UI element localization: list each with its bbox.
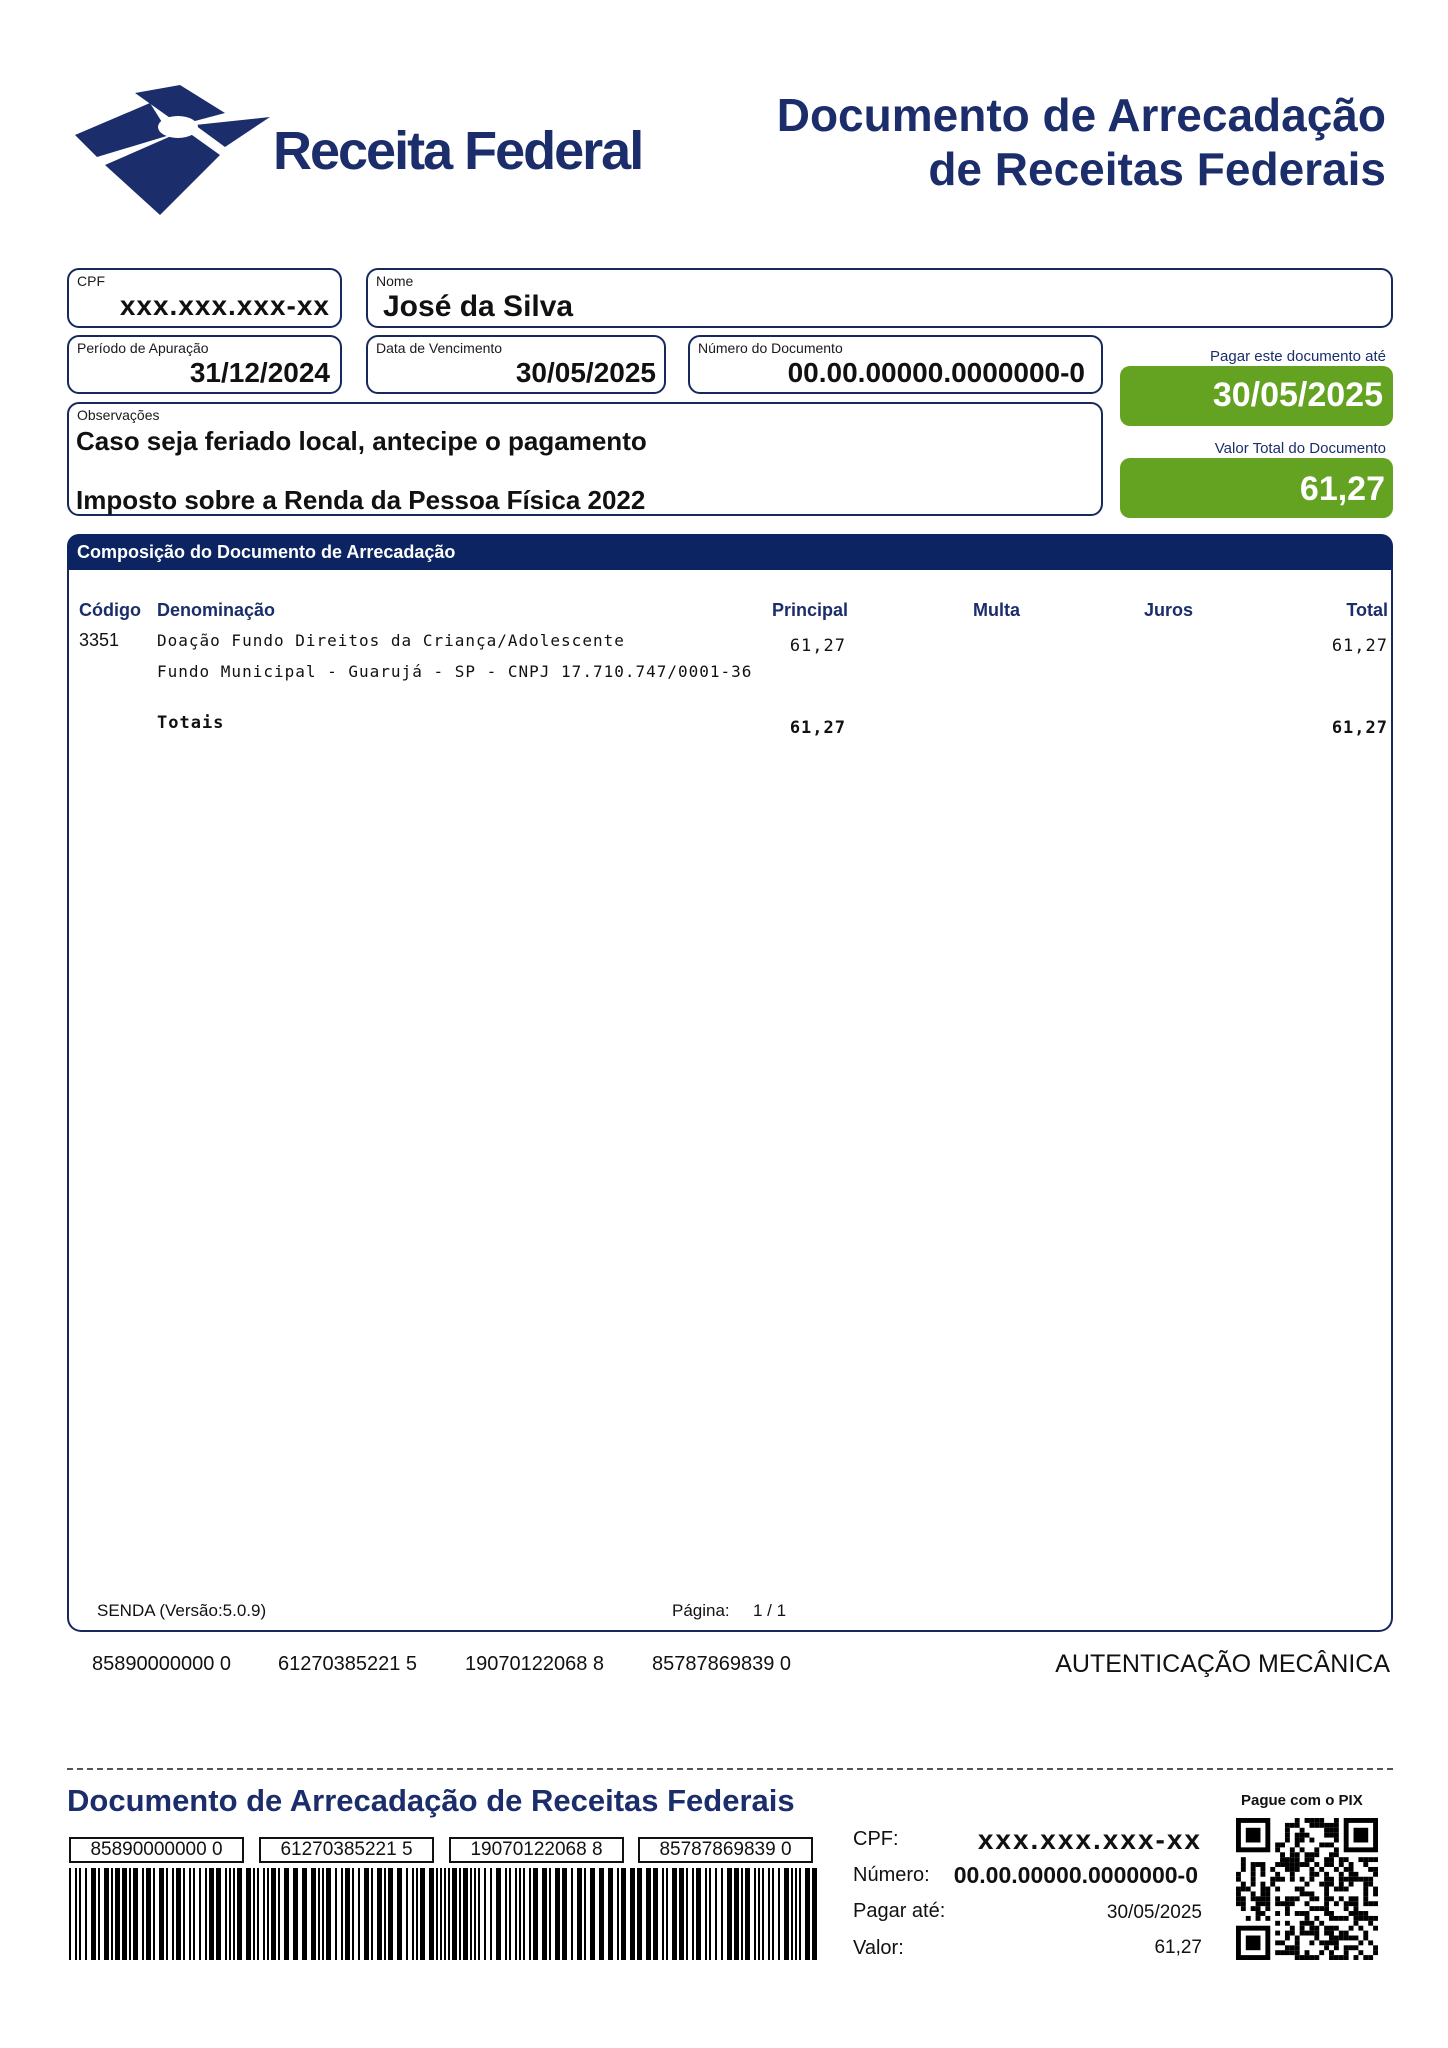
col-principal: Principal bbox=[771, 600, 848, 620]
linha-digitavel-4: 85787869839 0 bbox=[652, 1653, 792, 1675]
slip-valor-label: Valor: bbox=[853, 1937, 904, 1959]
cpf-label: CPF bbox=[77, 273, 105, 289]
numero-documento-value: 00.00.00000.0000000-0 bbox=[787, 357, 1085, 388]
slip-linha-2: 61270385221 5 bbox=[259, 1837, 434, 1863]
col-juros: Juros bbox=[1144, 600, 1194, 620]
row-principal: 61,27 bbox=[789, 636, 846, 656]
col-denominacao: Denominação bbox=[157, 600, 276, 620]
col-total: Total bbox=[1346, 600, 1388, 620]
footer-pagina-value: 1 / 1 bbox=[753, 1601, 787, 1620]
row-denominacao-line2: Fundo Municipal - Guarujá - SP - CNPJ 17.710.747/0001-36 bbox=[157, 662, 753, 681]
page-title-line2: de Receitas Federais bbox=[928, 143, 1386, 195]
observacoes-box bbox=[67, 402, 1103, 516]
vencimento-box bbox=[366, 335, 666, 394]
row-total: 61,27 bbox=[1331, 636, 1388, 656]
receita-federal-logo-icon bbox=[75, 85, 270, 215]
valor-total-label: Valor Total do Documento bbox=[1214, 440, 1386, 457]
slip-title: Documento de Arrecadação de Receitas Federais bbox=[67, 1783, 795, 1818]
linha-digitavel-1: 85890000000 0 bbox=[92, 1653, 232, 1675]
cpf-value: xxx.xxx.xxx-xx bbox=[119, 290, 330, 321]
barcode-icon bbox=[69, 1868, 817, 1960]
slip-linha-3: 19070122068 8 bbox=[449, 1837, 624, 1863]
row-denominacao-line1: Doação Fundo Direitos da Criança/Adolescente bbox=[157, 631, 625, 650]
footer-pagina-label: Página: bbox=[672, 1601, 730, 1620]
slip-numero-value: 00.00.00000.0000000-0 bbox=[953, 1862, 1198, 1888]
page-title-line1: Documento de Arrecadação bbox=[776, 89, 1386, 141]
slip-cpf-value: xxx.xxx.xxx-xx bbox=[977, 1824, 1202, 1855]
nome-label: Nome bbox=[376, 273, 414, 289]
pix-label: Pague com o PIX bbox=[1241, 1792, 1363, 1809]
pagar-ate-box bbox=[1120, 366, 1393, 426]
valor-total-value: 61,27 bbox=[1299, 470, 1385, 508]
row-codigo: 3351 bbox=[79, 630, 120, 650]
vencimento-label: Data de Vencimento bbox=[376, 340, 503, 356]
slip-cpf-label: CPF: bbox=[853, 1828, 899, 1850]
slip-valor-value: 61,27 bbox=[1154, 1937, 1202, 1958]
observacoes-line2: Imposto sobre a Renda da Pessoa Física 2022 bbox=[76, 485, 646, 515]
numero-documento-label: Número do Documento bbox=[698, 340, 843, 356]
nome-value: José da Silva bbox=[383, 290, 574, 323]
col-multa: Multa bbox=[973, 600, 1020, 620]
observacoes-line1: Caso seja feriado local, antecipe o pagamento bbox=[76, 426, 647, 456]
periodo-value: 31/12/2024 bbox=[189, 357, 330, 388]
linha-digitavel-2: 61270385221 5 bbox=[278, 1653, 418, 1675]
valor-total-box bbox=[1120, 458, 1393, 518]
slip-pagar-label: Pagar até: bbox=[853, 1900, 946, 1922]
linha-digitavel-3: 19070122068 8 bbox=[465, 1653, 605, 1675]
pagar-ate-label: Pagar este documento até bbox=[1210, 348, 1386, 365]
periodo-label: Período de Apuração bbox=[77, 340, 209, 356]
slip-pagar-value: 30/05/2025 bbox=[1106, 1902, 1202, 1923]
pix-qr-code-icon bbox=[1236, 1818, 1378, 1960]
col-codigo: Código bbox=[79, 600, 141, 620]
totais-principal: 61,27 bbox=[789, 718, 846, 738]
totais-label: Totais bbox=[157, 713, 225, 733]
composicao-body bbox=[67, 568, 1393, 1632]
vencimento-value: 30/05/2025 bbox=[515, 357, 656, 388]
logo-text: Receita Federal bbox=[273, 121, 643, 181]
cpf-box bbox=[67, 268, 342, 328]
slip-linha-4: 85787869839 0 bbox=[638, 1837, 813, 1863]
autenticacao-mecanica: AUTENTICAÇÃO MECÂNICA bbox=[1055, 1650, 1390, 1678]
periodo-box bbox=[67, 335, 342, 394]
footer-versao: SENDA (Versão:5.0.9) bbox=[97, 1601, 267, 1620]
composicao-header: Composição do Documento de Arrecadação bbox=[67, 534, 1393, 570]
slip-numero-label: Número: bbox=[853, 1864, 930, 1886]
totais-total: 61,27 bbox=[1331, 718, 1388, 738]
pagar-ate-value: 30/05/2025 bbox=[1212, 376, 1383, 414]
nome-box bbox=[366, 268, 1393, 328]
observacoes-label: Observações bbox=[77, 407, 160, 423]
cut-line bbox=[67, 1768, 1393, 1770]
numero-documento-box bbox=[688, 335, 1103, 394]
slip-linha-1: 85890000000 0 bbox=[69, 1837, 244, 1863]
